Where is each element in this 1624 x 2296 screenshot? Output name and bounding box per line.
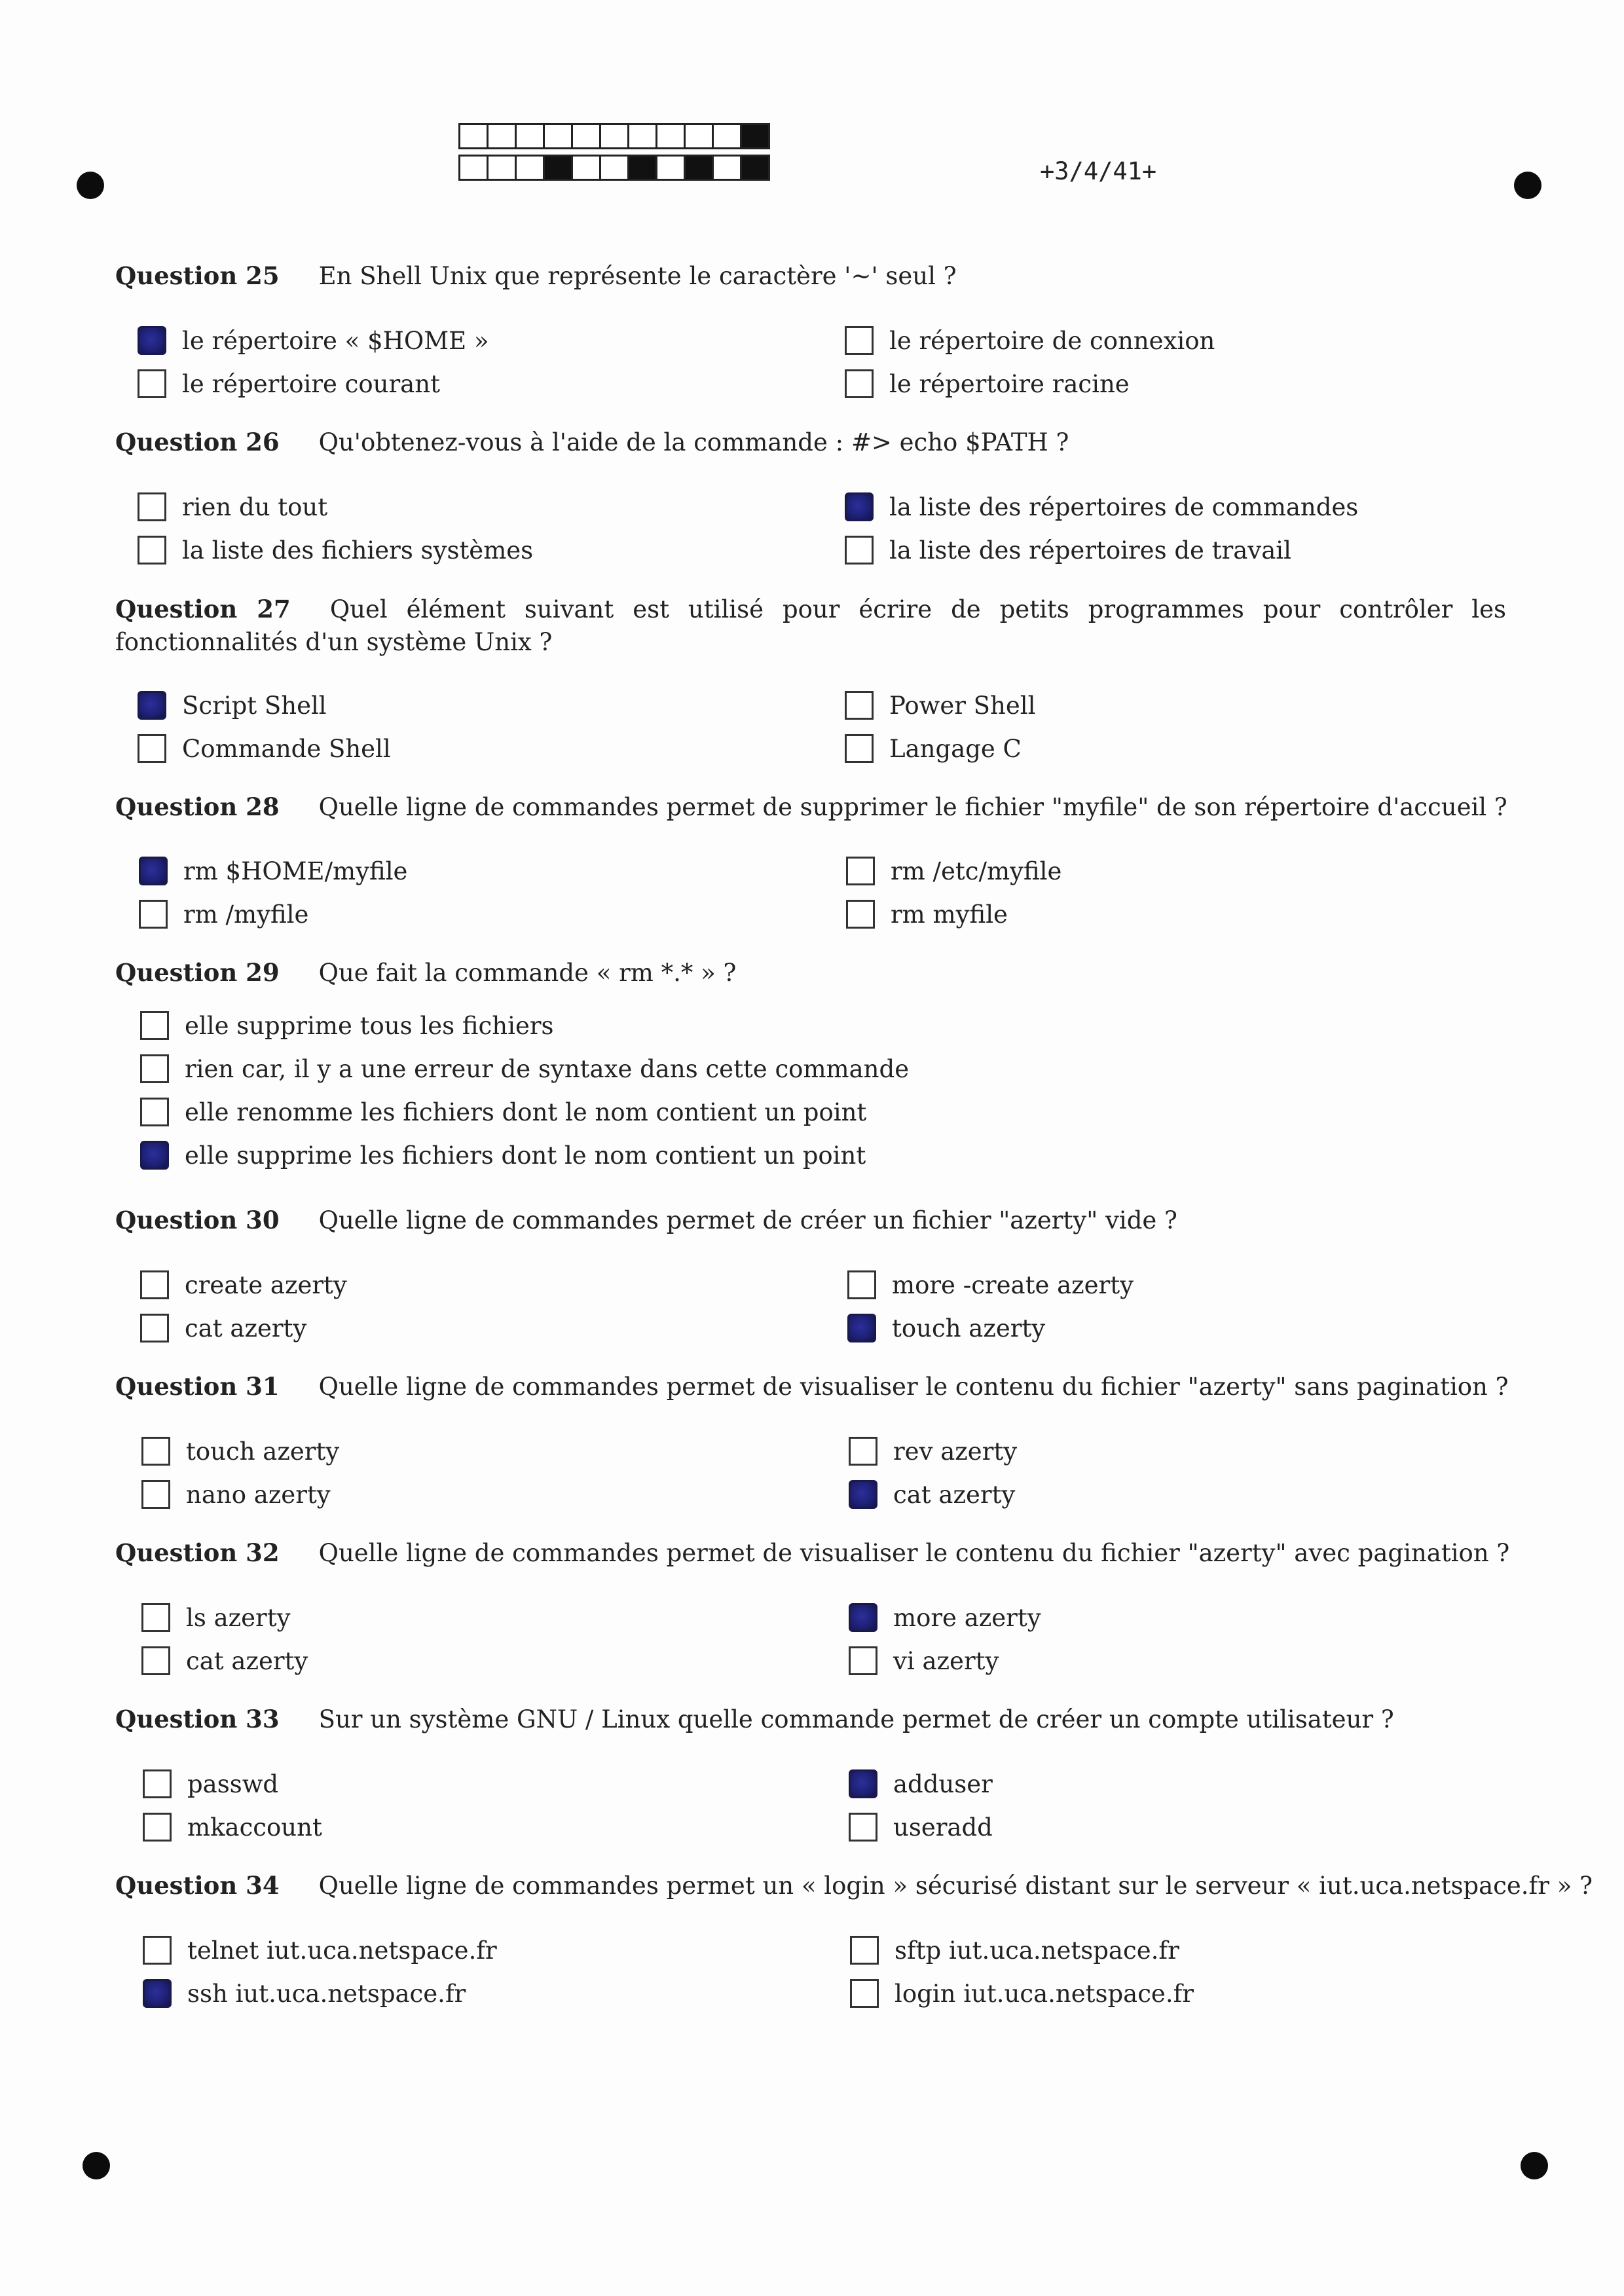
- checkbox[interactable]: [141, 1437, 170, 1466]
- checkbox[interactable]: [141, 1646, 170, 1675]
- option-label: vi azerty: [893, 1646, 999, 1675]
- barcode-cell: [601, 125, 629, 147]
- option-label: le répertoire de connexion: [889, 326, 1215, 355]
- option-label: touch azerty: [892, 1314, 1046, 1342]
- answer-option[interactable]: [849, 1646, 999, 1675]
- option-label: rev azerty: [893, 1437, 1018, 1466]
- answer-option[interactable]: [845, 734, 1022, 763]
- barcode-cell: [686, 157, 714, 179]
- answer-option[interactable]: [140, 1098, 866, 1126]
- question-text: Quelle ligne de commandes permet un « login » sécurisé distant sur le serveur « iut.uca.netspace.fr » ?: [318, 1872, 1593, 1900]
- option-label: le répertoire « $HOME »: [182, 326, 489, 355]
- barcode-cell: [489, 157, 517, 179]
- answer-option[interactable]: [143, 1769, 278, 1798]
- checkbox[interactable]: [143, 1769, 172, 1798]
- answer-option[interactable]: [847, 1314, 1045, 1342]
- checkbox[interactable]: [845, 369, 874, 398]
- checkbox[interactable]: [845, 536, 874, 565]
- checkbox[interactable]: [846, 900, 875, 929]
- answer-option[interactable]: [847, 1270, 1134, 1299]
- checkbox[interactable]: [850, 1936, 879, 1965]
- checkbox[interactable]: [845, 691, 874, 720]
- option-label: nano azerty: [186, 1480, 331, 1509]
- option-label: le répertoire racine: [889, 369, 1130, 398]
- answer-option[interactable]: [138, 734, 391, 763]
- checkbox[interactable]: [138, 734, 166, 763]
- checkbox-checked[interactable]: [849, 1769, 877, 1798]
- barcode-cell: [601, 157, 629, 179]
- registration-marker-top-right: [1514, 172, 1541, 199]
- barcode-cell: [714, 157, 742, 179]
- answer-option[interactable]: [138, 492, 327, 521]
- question-29: [115, 956, 736, 990]
- option-label: ssh iut.uca.netspace.fr: [187, 1979, 466, 2008]
- question-label: Question 25: [115, 261, 280, 290]
- checkbox-checked[interactable]: [143, 1979, 172, 2008]
- checkbox-checked[interactable]: [845, 492, 874, 521]
- question-text: Quelle ligne de commandes permet de créer un fichier "azerty" vide ?: [318, 1206, 1177, 1234]
- option-label: mkaccount: [187, 1813, 322, 1842]
- question-26: [115, 426, 1069, 459]
- barcode-cell: [742, 125, 768, 147]
- option-label: Script Shell: [182, 691, 327, 720]
- barcode-cell: [573, 157, 601, 179]
- answer-option[interactable]: [143, 1813, 322, 1842]
- checkbox-checked[interactable]: [139, 857, 168, 885]
- checkbox[interactable]: [143, 1813, 172, 1842]
- answer-option[interactable]: [140, 1314, 306, 1342]
- question-text: Quel élément suivant est utilisé pour écrire de petits programmes pour contrôler les fonctionnalités d'un système Unix ?: [115, 595, 1506, 656]
- checkbox-checked[interactable]: [847, 1314, 876, 1342]
- checkbox[interactable]: [140, 1054, 169, 1083]
- answer-option[interactable]: [141, 1646, 308, 1675]
- option-label: elle renomme les fichiers dont le nom contient un point: [185, 1098, 867, 1126]
- answer-option[interactable]: [140, 1141, 866, 1170]
- answer-option[interactable]: [849, 1603, 1041, 1632]
- option-label: la liste des répertoires de travail: [889, 536, 1291, 565]
- option-label: rm $HOME/myfile: [183, 857, 408, 885]
- answer-option[interactable]: [141, 1437, 339, 1466]
- answer-option[interactable]: [849, 1769, 993, 1798]
- answer-option[interactable]: [139, 857, 407, 885]
- answer-option[interactable]: [138, 326, 489, 355]
- option-label: useradd: [893, 1813, 993, 1842]
- answer-option[interactable]: [846, 857, 1061, 885]
- question-text: Qu'obtenez-vous à l'aide de la commande : #> echo $PATH ?: [318, 428, 1069, 456]
- question-label: Question 33: [115, 1705, 280, 1733]
- checkbox[interactable]: [845, 734, 874, 763]
- page-identifier: +3/4/41+: [1040, 157, 1157, 185]
- option-label: cat azerty: [186, 1646, 308, 1675]
- checkbox[interactable]: [138, 492, 166, 521]
- checkbox[interactable]: [140, 1011, 169, 1040]
- barcode-cell: [686, 125, 714, 147]
- barcode-row-bottom: [458, 155, 770, 181]
- checkbox-checked[interactable]: [140, 1141, 169, 1170]
- checkbox[interactable]: [139, 900, 168, 929]
- option-label: elle supprime les fichiers dont le nom contient un point: [185, 1141, 866, 1170]
- barcode-cell: [573, 125, 601, 147]
- answer-option[interactable]: [141, 1480, 331, 1509]
- registration-marker-bottom-left: [83, 2152, 110, 2179]
- checkbox-checked[interactable]: [138, 326, 166, 355]
- answer-option[interactable]: [846, 900, 1008, 929]
- registration-marker-bottom-right: [1521, 2152, 1548, 2179]
- answer-option[interactable]: [845, 536, 1291, 565]
- option-label: elle supprime tous les fichiers: [185, 1011, 554, 1040]
- answer-option[interactable]: [141, 1603, 291, 1632]
- answer-option[interactable]: [849, 1437, 1017, 1466]
- answer-option[interactable]: [138, 369, 440, 398]
- option-label: la liste des répertoires de commandes: [889, 492, 1359, 521]
- barcode-cell: [714, 125, 742, 147]
- barcode-cell: [629, 125, 657, 147]
- checkbox[interactable]: [846, 857, 875, 885]
- answer-option[interactable]: [850, 1979, 1194, 2008]
- option-label: rien du tout: [182, 492, 328, 521]
- option-label: rm /myfile: [183, 900, 309, 929]
- question-label: Question 30: [115, 1206, 280, 1234]
- question-31: [115, 1370, 1508, 1403]
- question-label: Question 26: [115, 428, 280, 456]
- option-label: Langage C: [889, 734, 1022, 763]
- answer-option[interactable]: [845, 326, 1215, 355]
- barcode-cell: [545, 157, 573, 179]
- option-label: le répertoire courant: [182, 369, 440, 398]
- checkbox[interactable]: [845, 326, 874, 355]
- option-label: rien car, il y a une erreur de syntaxe dans cette commande: [185, 1054, 910, 1083]
- checkbox-checked[interactable]: [849, 1603, 877, 1632]
- answer-option[interactable]: [138, 691, 327, 720]
- answer-option[interactable]: [138, 536, 533, 565]
- barcode-cell: [489, 125, 517, 147]
- checkbox[interactable]: [140, 1314, 169, 1342]
- barcode-cell: [657, 157, 686, 179]
- barcode-row-top: [458, 123, 770, 149]
- checkbox[interactable]: [140, 1270, 169, 1299]
- option-label: Commande Shell: [182, 734, 391, 763]
- barcode-cell: [460, 125, 489, 147]
- registration-marker-top-left: [77, 172, 104, 199]
- question-text: Que fait la commande « rm *.* » ?: [318, 959, 737, 987]
- answer-option[interactable]: [849, 1480, 1015, 1509]
- question-25: [115, 259, 957, 293]
- option-label: telnet iut.uca.netspace.fr: [187, 1936, 497, 1965]
- barcode-cell: [460, 157, 489, 179]
- answer-option[interactable]: [845, 691, 1035, 720]
- question-text: Quelle ligne de commandes permet de visualiser le contenu du fichier "azerty" avec pagination ?: [318, 1539, 1510, 1567]
- checkbox[interactable]: [849, 1437, 877, 1466]
- checkbox[interactable]: [849, 1646, 877, 1675]
- answer-option[interactable]: [850, 1936, 1179, 1965]
- answer-option[interactable]: [139, 900, 308, 929]
- option-label: rm myfile: [891, 900, 1008, 929]
- question-label: Question 34: [115, 1871, 280, 1900]
- checkbox[interactable]: [140, 1098, 169, 1126]
- option-label: create azerty: [185, 1270, 347, 1299]
- question-32: [115, 1536, 1509, 1570]
- barcode-cell: [517, 157, 545, 179]
- option-label: passwd: [187, 1769, 279, 1798]
- barcode-cell: [657, 125, 686, 147]
- question-text: En Shell Unix que représente le caractère '~' seul ?: [318, 262, 957, 290]
- option-label: la liste des fichiers systèmes: [182, 536, 534, 565]
- checkbox[interactable]: [138, 369, 166, 398]
- question-text: Sur un système GNU / Linux quelle commande permet de créer un compte utilisateur ?: [318, 1705, 1394, 1733]
- option-label: sftp iut.uca.netspace.fr: [895, 1936, 1179, 1965]
- checkbox[interactable]: [141, 1603, 170, 1632]
- question-text: Quelle ligne de commandes permet de visualiser le contenu du fichier "azerty" sans pagination ?: [318, 1373, 1509, 1401]
- option-label: Power Shell: [889, 691, 1036, 720]
- question-33: [115, 1703, 1394, 1736]
- answer-option[interactable]: [140, 1011, 554, 1040]
- question-34: [115, 1869, 1593, 1902]
- checkbox-checked[interactable]: [138, 691, 166, 720]
- question-label: Question 28: [115, 792, 280, 821]
- question-text: Quelle ligne de commandes permet de supprimer le fichier "myfile" de son répertoire d'accueil ?: [318, 793, 1507, 821]
- answer-option[interactable]: [849, 1813, 993, 1842]
- checkbox[interactable]: [847, 1270, 876, 1299]
- checkbox[interactable]: [141, 1480, 170, 1509]
- answer-option[interactable]: [143, 1936, 497, 1965]
- question-label: Question 29: [115, 958, 280, 987]
- option-label: touch azerty: [186, 1437, 340, 1466]
- barcode-cell: [545, 125, 573, 147]
- answer-option[interactable]: [140, 1054, 909, 1083]
- barcode-cell: [742, 157, 768, 179]
- option-label: login iut.uca.netspace.fr: [895, 1979, 1194, 2008]
- answer-option[interactable]: [845, 369, 1130, 398]
- question-27: [115, 593, 1506, 659]
- question-28: [115, 790, 1507, 824]
- checkbox[interactable]: [849, 1813, 877, 1842]
- checkbox[interactable]: [143, 1936, 172, 1965]
- question-label: Question 31: [115, 1372, 280, 1401]
- option-label: cat azerty: [893, 1480, 1016, 1509]
- checkbox[interactable]: [850, 1979, 879, 2008]
- option-label: cat azerty: [185, 1314, 307, 1342]
- checkbox-checked[interactable]: [849, 1480, 877, 1509]
- option-label: rm /etc/myfile: [891, 857, 1062, 885]
- question-30: [115, 1204, 1177, 1237]
- answer-option[interactable]: [845, 492, 1358, 521]
- barcode-cell: [629, 157, 657, 179]
- question-label: Question 27: [115, 595, 291, 623]
- option-label: ls azerty: [186, 1603, 291, 1632]
- question-label: Question 32: [115, 1538, 280, 1567]
- checkbox[interactable]: [138, 536, 166, 565]
- option-label: adduser: [893, 1769, 993, 1798]
- answer-option[interactable]: [140, 1270, 347, 1299]
- answer-option[interactable]: [143, 1979, 466, 2008]
- option-label: more azerty: [893, 1603, 1041, 1632]
- option-label: more -create azerty: [892, 1270, 1134, 1299]
- barcode-cell: [517, 125, 545, 147]
